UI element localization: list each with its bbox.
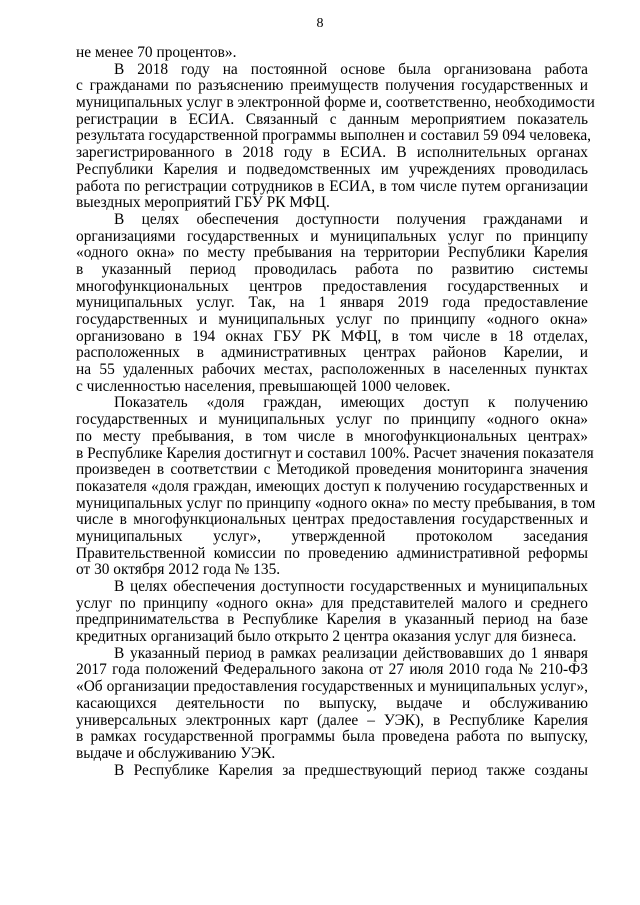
text-line: кредитных организаций было открыто 2 центра оказания услуг для бизнеса. — [76, 628, 577, 646]
text-line: организовано в 194 окнах ГБУ РК МФЦ, в том числе в 18 отделах, — [76, 327, 588, 345]
text-line: Правительственной комиссии по проведению административной реформы — [76, 544, 588, 562]
text-line: муниципальных услуг по принципу «одного окна» по месту пребывания, в том — [76, 494, 596, 512]
text-line: многофункциональных центров предоставления государственных и — [76, 277, 588, 295]
document-body — [76, 44, 596, 779]
text-line: организациями государственных и муниципальных услуг по принципу — [76, 227, 588, 245]
text-line: предпринимательства в Республике Карелия в указанный период на базе — [76, 611, 588, 629]
text-line: на 55 удаленных рабочих местах, расположенных в населенных пунктах — [76, 361, 588, 379]
text-line: муниципальных услуг. Так, на 1 января 2019 года предоставление — [76, 294, 588, 312]
text-line: 2017 года положений Федерального закона от 27 июля 2010 года № 210-ФЗ — [76, 661, 588, 679]
text-line: числе в многофункциональных центрах предоставления государственных и — [76, 511, 588, 529]
text-line: Республики Карелия и подведомственных им учреждениях проводилась — [76, 160, 588, 178]
paragraph — [76, 45, 588, 62]
text-line: государственных и муниципальных услуг по принципу «одного окна» — [76, 411, 588, 429]
text-line: регистрации в ЕСИА. Связанный с данным мероприятием показатель — [76, 110, 588, 128]
text-line: в Республике Карелия достигнут и составил 100%. Расчет значения показателя — [76, 444, 594, 462]
text-line: «Об организации предоставления государственных и муниципальных услуг», — [76, 678, 588, 696]
paragraph — [76, 394, 596, 579]
text-line: расположенных в административных центрах районов Карелии, и — [76, 344, 588, 362]
text-line: с гражданами по разъяснению преимуществ получения государственных и — [76, 77, 588, 95]
page-number: 8 — [316, 16, 324, 31]
text-line: муниципальных услуг в электронной форме и, соответственно, необходимости — [76, 94, 595, 112]
paragraph — [76, 646, 588, 763]
text-line: выдаче и обслуживанию УЭК. — [76, 744, 276, 762]
text-line: В целях обеспечения доступности государственных и муниципальных — [114, 578, 588, 595]
text-line: услуг по принципу «одного окна» для представителей малого и среднего — [76, 594, 588, 612]
text-line: с численностью населения, превышающей 1000 человек. — [76, 377, 451, 395]
paragraph — [76, 212, 588, 396]
text-line: работа по регистрации сотрудников в ЕСИА, в том числе путем организации — [76, 177, 588, 195]
text-line: Показатель «доля граждан, имеющих доступ к получению — [114, 394, 588, 412]
paragraph — [76, 763, 588, 780]
text-line: зарегистрированного в 2018 году в ЕСИА. В исполнительных органах — [76, 144, 588, 162]
text-line: не менее 70 процентов». — [76, 44, 237, 61]
text-line: произведен в соответствии с Методикой проведения мониторинга значения — [76, 461, 588, 479]
paragraph — [76, 579, 588, 646]
text-line: касающихся деятельности по выпуску, выдаче и обслуживанию — [76, 694, 588, 712]
text-line: в рамках государственной программы была проведена работа по выпуску, — [76, 728, 588, 746]
text-line: от 30 октября 2012 года № 135. — [76, 561, 281, 579]
text-line: универсальных электронных карт (далее – УЭК), в Республике Карелия — [76, 711, 588, 729]
text-line: по месту пребывания, в том числе в многофункциональных центрах» — [76, 427, 588, 445]
text-line: муниципальных услуг», утвержденной протоколом заседания — [76, 527, 588, 545]
paragraph — [76, 60, 595, 212]
text-line: государственных и муниципальных услуг по принципу «одного окна» — [76, 311, 588, 328]
text-line: результата государственной программы выполнен и составил 59 094 человека, — [76, 127, 592, 145]
text-line: в указанный период проводилась работа по развитию системы — [76, 260, 588, 278]
text-line: показателя «доля граждан, имеющих доступ к получению государственных и — [76, 477, 588, 495]
text-line: В целях обеспечения доступности получения гражданами и — [114, 210, 588, 228]
text-line: выездных мероприятий ГБУ РК МФЦ. — [76, 194, 330, 212]
text-line: «одного окна» по месту пребывания на территории Республики Карелия — [76, 244, 588, 262]
text-line: В Республике Карелия за предшествующий период также созданы — [114, 761, 588, 779]
text-line: В указанный период в рамках реализации действовавших до 1 января — [114, 644, 588, 662]
text-line: В 2018 году на постоянной основе была организована работа — [114, 60, 588, 78]
